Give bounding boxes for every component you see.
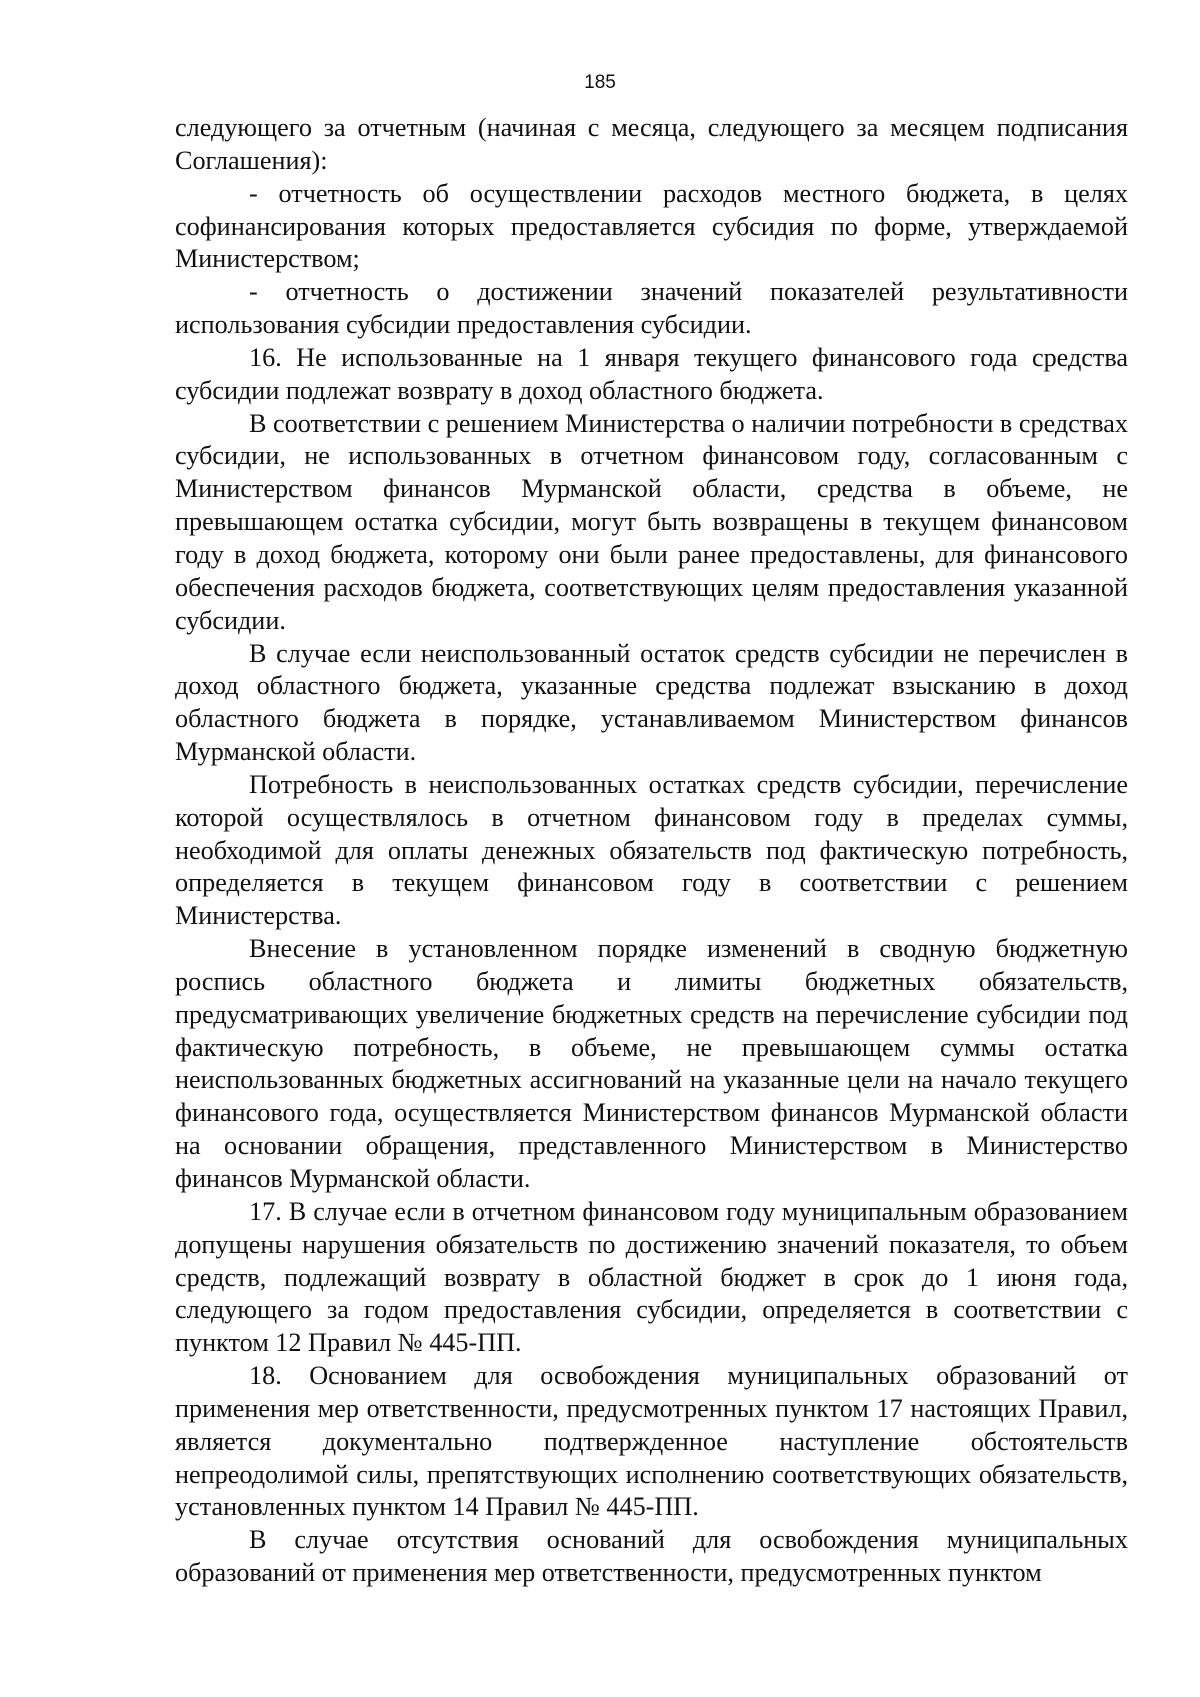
document-body bbox=[175, 112, 1128, 1590]
paragraph-list-item-indicators-report: - отчетность о достижении значений показателей результативности использования субсидии предоставления субсидии. bbox=[175, 277, 1128, 340]
paragraph-clause-17: 17. В случае если в отчетном финансовом году муниципальным образованием допущены нарушения обязательств по достижению значений показателя, то объем средств, подлежащий возврату в областной бюджет в срок до 1 июня года, следующего за годом предоставления субсидии, определяется в соответствии с пунктом 12 Правил № 445-ПП. bbox=[175, 1196, 1128, 1358]
page-number: 185 bbox=[584, 72, 616, 93]
paragraph-list-item-expenses-report: - отчетность об осуществлении расходов местного бюджета, в целях софинансирования которых предоставляется субсидия по форме, утверждаемой Министерством; bbox=[175, 178, 1128, 274]
paragraph-recovery-of-remainder: В случае если неиспользованный остаток средств субсидии не перечислен в доход областного бюджета, указанные средства подлежат взысканию в доход областного бюджета в порядке, устанавливаемом Министерством финансов Мурманской области. bbox=[175, 638, 1128, 767]
paragraph-budget-changes: Внесение в установленном порядке изменений в сводную бюджетную роспись областного бюджета и лимиты бюджетных обязательств, предусматривающих увеличение бюджетных средств на перечисление субсидии под фактическую потребность, в объеме, не превышающем суммы остатка неиспользованных бюджетных ассигнований на указанные цели на начало текущего финансового года, осуществляется Министерством финансов Мурманской области на основании обращения, представленного Министерством в Министерство финансов Мурманской области. bbox=[175, 934, 1128, 1193]
paragraph-clause-16: 16. Не использованные на 1 января текущего финансового года средства субсидии подлежат возврату в доход областного бюджета. bbox=[175, 342, 1128, 405]
paragraph-need-determination: Потребность в неиспользованных остатках средств субсидии, перечисление которой осуществлялось в отчетном финансовом году в пределах суммы, необходимой для оплаты денежных обязательств под фактическую потребность, определяется в текущем финансовом году в соответствии с решением Министерства. bbox=[175, 769, 1128, 931]
paragraph-return-by-decision: В соответствии с решением Министерства о наличии потребности в средствах субсидии, не использованных в отчетном финансовом году, согласованным с Министерством финансов Мурманской области, средства в объеме, не превышающем остатка субсидии, могут быть возвращены в текущем финансовом году в доход бюджета, которому они были ранее предоставлены, для финансового обеспечения расходов бюджета, соответствующих целям предоставления указанной субсидии. bbox=[175, 408, 1128, 635]
paragraph-continuation: следующего за отчетным (начиная с месяца, следующего за месяцем подписания Соглашения): bbox=[175, 113, 1128, 175]
paragraph-clause-18: 18. Основанием для освобождения муниципальных образований от применения мер ответственности, предусмотренных пунктом 17 настоящих Правил, является документально подтвержденное наступление обстоятельств непреодолимой силы, препятствующих исполнению соответствующих обязательств, установленных пунктом 14 Правил № 445-ПП. bbox=[175, 1361, 1128, 1522]
paragraph-no-grounds-for-release: В случае отсутствия оснований для освобождения муниципальных образований от применения мер ответственности, предусмотренных пунктом bbox=[175, 1525, 1128, 1588]
